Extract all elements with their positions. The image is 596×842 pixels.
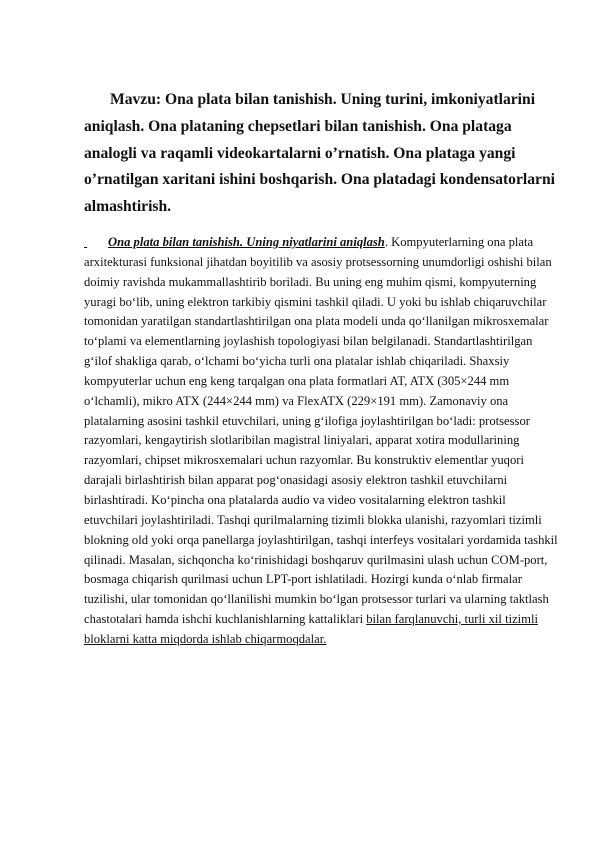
paragraph-indent [84,233,108,253]
paragraph-text: Kompyuterlarning ona plata arxitekturasi funksional jihatdan boyitilib va asosiy protsessorning unumdorligi oshishi bilan doimiy ravishda mukammallashtirib boriladi. Bu uning eng muhim qismi, kompyuterning yuragi bo‘lib, uning elektron tarkibiy qismini tashkil qiladi. U yoki bu ishlab chiqaruvchilar tomonidan yaratilgan standartlashtirilgan ona plata modeli unda qo‘llanilgan mikrosxemalar to‘plami va elementlarning joylashish topologiyasi bilan belgilanadi. Standartlashtirilgan g‘ilof shakliga qarab, o‘lchami bo‘yicha turli ona platalar ishlab chiqariladi. Shaxsiy kompyuterlar uchun eng keng tarqalgan ona plata formatlari AT, ATX (305×244 mm o‘lchamli), mikro ATX (244×244 mm) va FlexATX (229×191 mm). Zamonaviy ona platalarning asosini tashkil etuvchilari, uning g‘ilofiga joylashtirilgan bo‘ladi: protsessor razyomlari, kengaytirish slotlaribilan magistral liniyalari, apparat xotira modullarining razyomlari, chipset mikrosxemalari uchun razyomlar. Bu konstruktiv elementlar yuqori darajali birlashtirish bilan apparat pog‘onasidagi asosiy elektron tashkil etuvchilarni birlashtiradi. Ko‘pincha ona platalarda audio va video vositalarning elektron tashkil etuvchilari joylashtiriladi. Tashqi qurilmalarning tizimli blokka ulanishi, razyomlari tizimli blokning old yoki orqa panellarga joylashtirilgan, tashqi interfeys vositalari yordamida tashkil qilinadi. Masalan, sichqoncha ko‘rinishidagi boshqaruv qurilmasini ulash uchun COM-port, bosmaga chiqarish qurilmasi uchun LPT-port ishlatiladi. Hozirgi kunda o‘nlab firmalar tuzilishi, ular tomonidan qo‘llanilishi mumkin bo‘lgan protsessor turlari va ularning taktlash chastotalari hamda ishchi kuchlanishlarning kattaliklari [84,235,558,627]
document-title: Mavzu: Ona plata bilan tanishish. Uning turini, imkoniyatlarini aniqlash. Ona plataning chepsetlari bilan tanishish. Ona plataga analogli va raqamli videokartalarni o’rnatish. Ona plataga yangi o’rnatilgan xaritani ishini boshqarish. Ona platadagi kondensatorlarni almashtirish. [84,91,555,216]
section-heading-punct: . [384,235,388,249]
section-heading: Ona plata bilan tanishish. Uning niyatlarini aniqlash [108,235,385,249]
paragraph-tail: bilan farqlanuvchi, turli xil tizimli bloklarni katta miqdorda ishlab chiqarmoqdalar. [84,612,538,646]
body-paragraph [84,233,560,650]
